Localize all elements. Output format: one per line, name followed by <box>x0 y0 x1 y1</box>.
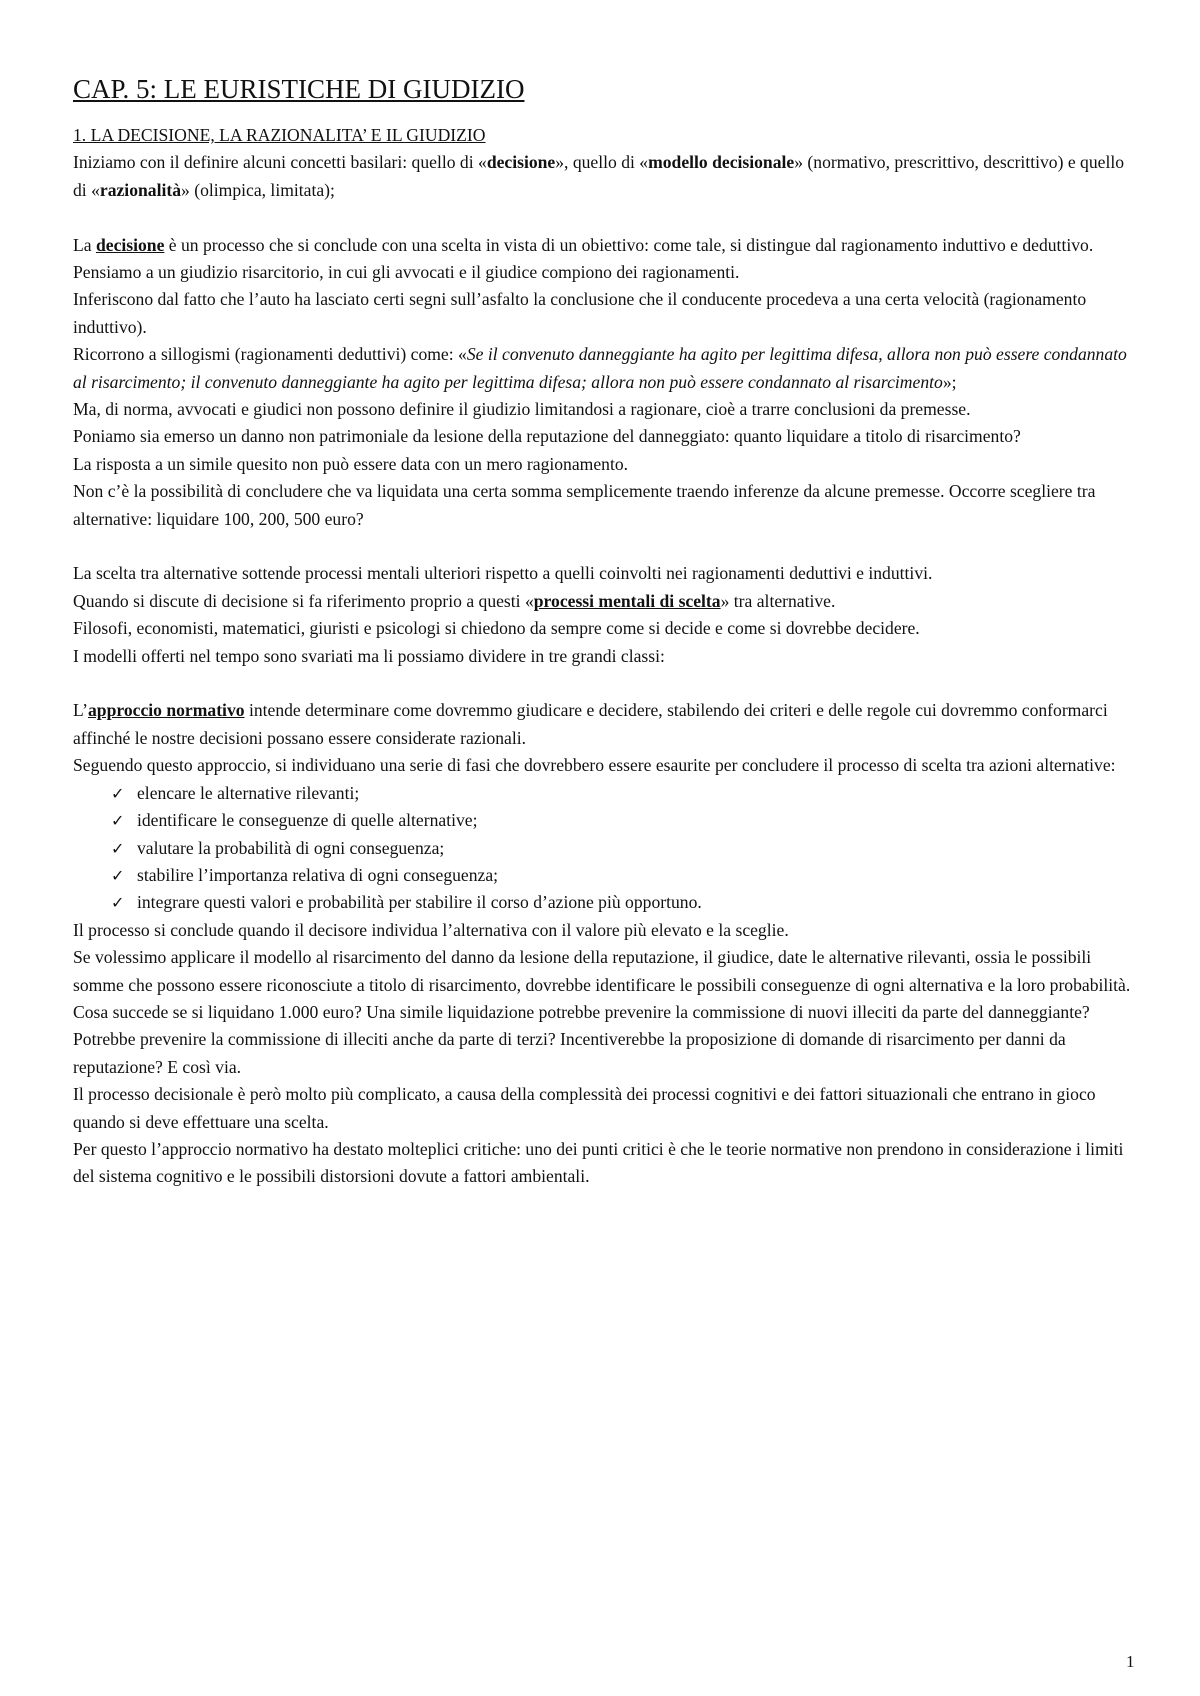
list-item <box>111 889 1133 916</box>
term-processi-mentali: processi mentali di scelta <box>533 590 721 611</box>
list-item-text: valutare la probabilità di ogni conseguenza; <box>137 837 445 858</box>
text: »; <box>942 371 957 392</box>
term-modello-decisionale: modello decisionale <box>648 152 795 173</box>
paragraph-cosa: Cosa succede se si liquidano 1.000 euro? Una simile liquidazione potrebbe prevenire la commissione di nuovi illeciti da parte del danneggiante? Potrebbe prevenire la commissione di illeciti anche da parte di terzi? Incentiverebbe la proposizione di domande di risarcimento per danni da reputazione? E così via. <box>73 1001 1090 1077</box>
paragraph-decisionale: Il processo decisionale è però molto più complicato, a causa della complessità dei processi cognitivi e dei fattori situazionali che entrano in gioco quando si deve effettuare una scelta. <box>73 1084 1096 1132</box>
paragraph-quando <box>73 588 1133 615</box>
list-item-text: integrare questi valori e probabilità per stabilire il corso d’azione più opportuno. <box>137 892 702 913</box>
paragraph-poniamo: Poniamo sia emerso un danno non patrimoniale da lesione della reputazione del danneggiato: quanto liquidare a titolo di risarcimento? <box>73 426 1021 447</box>
checkmark-icon: ✓ <box>111 783 125 803</box>
list-item <box>111 835 1133 862</box>
text: intende determinare come dovremmo giudicare e decidere, stabilendo dei criteri e delle regole cui dovremmo conformarci affinché le nostre decisioni possano essere considerate razionali. <box>73 700 1108 748</box>
text: Quando si discute di decisione si fa riferimento proprio a questi « <box>73 590 534 611</box>
list-item-text: identificare le conseguenze di quelle alternative; <box>137 810 478 831</box>
checkmark-icon: ✓ <box>111 893 125 913</box>
list-item-text: stabilire l’importanza relativa di ogni conseguenza; <box>137 864 499 885</box>
paragraph-approccio <box>73 697 1133 752</box>
term-decisione: decisione <box>486 152 556 173</box>
section-heading: 1. LA DECISIONE, LA RAZIONALITA’ E IL GIUDIZIO <box>73 125 486 145</box>
checkmark-icon: ✓ <box>111 811 125 831</box>
document-body <box>73 72 1133 1191</box>
list-item-text: elencare le alternative rilevanti; <box>137 782 360 803</box>
text: Iniziamo con il definire alcuni concetti basilari: quello di « <box>73 152 487 173</box>
term-decisione-underlined: decisione <box>95 234 165 255</box>
checkmark-icon: ✓ <box>111 838 125 858</box>
paragraph-gap <box>73 204 1133 231</box>
text: » tra alternative. <box>720 590 836 611</box>
list-item <box>111 780 1133 807</box>
text: Ricorrono a sillogismi (ragionamenti deduttivi) come: « <box>73 344 467 365</box>
text: » (olimpica, limitata); <box>181 179 335 200</box>
text: » (normativo, prescrittivo, descrittivo) e quello di « <box>73 152 1125 200</box>
paragraph-scelta: La scelta tra alternative sottende processi mentali ulteriori rispetto a quelli coinvolti nei ragionamenti deduttivi e induttivi. <box>73 563 933 584</box>
text: La <box>73 234 96 255</box>
paragraph-gap <box>73 670 1133 697</box>
paragraph-ma: Ma, di norma, avvocati e giudici non possono definire il giudizio limitandosi a ragionare, cioè a trarre conclusioni da premesse. <box>73 399 971 420</box>
paragraph-perquesto: Per questo l’approccio normativo ha destato molteplici critiche: uno dei punti critici è che le teorie normative non prendono in considerazione i limiti del sistema cognitivo e le possibili distorsioni dovute a fattori ambientali. <box>73 1138 1124 1187</box>
paragraph-nonce: Non c’è la possibilità di concludere che va liquidata una certa somma semplicemente traendo inferenze da alcune premesse. Occorre scegliere tra alternative: liquidare 100, 200, 500 euro? <box>73 481 1096 529</box>
text: L’ <box>73 700 88 721</box>
paragraph-decisione <box>73 232 1133 259</box>
paragraph-sevolessimo: Se volessimo applicare il modello al risarcimento del danno da lesione della reputazione, il giudice, date le alternative rilevanti, ossia le possibili somme che possono essere riconosciute a titolo di risarcimento, dovrebbe identificare le possibili conseguenze di ogni alternativa e la loro probabilità. <box>73 947 1131 995</box>
paragraph-risposta: La risposta a un simile quesito non può essere data con un mero ragionamento. <box>73 453 629 474</box>
page-number: 1 <box>1126 1652 1135 1671</box>
term-razionalita: razionalità <box>99 179 182 200</box>
text: », quello di « <box>555 152 649 173</box>
paragraph-gap <box>73 533 1133 560</box>
chapter-title: CAP. 5: LE EURISTICHE DI GIUDIZIO <box>73 74 525 104</box>
syllogism-quote: Se il convenuto danneggiante ha agito per legittima difesa, allora non può essere condannato al risarcimento; il convenuto danneggiante ha agito per legittima difesa; allora non può essere condannato al risarcimento <box>73 344 1127 392</box>
list-item <box>111 807 1133 834</box>
paragraph-processo: Il processo si conclude quando il decisore individua l’alternativa con il valore più elevato e la sceglie. <box>73 919 789 940</box>
paragraph-filosofi: Filosofi, economisti, matematici, giuristi e psicologi si chiedono da sempre come si decide e come si dovrebbe decidere. <box>73 618 920 639</box>
paragraph-ricorrono <box>73 341 1133 396</box>
paragraph-seguendo: Seguendo questo approccio, si individuano una serie di fasi che dovrebbero essere esaurite per concludere il processo di scelta tra azioni alternative: <box>73 755 1116 776</box>
paragraph-inferiscono: Inferiscono dal fatto che l’auto ha lasciato certi segni sull’asfalto la conclusione che il conducente procedeva a una certa velocità (ragionamento induttivo). <box>73 289 1087 337</box>
list-item <box>111 862 1133 889</box>
steps-checklist <box>73 780 1133 917</box>
term-approccio-normativo: approccio normativo <box>88 700 245 721</box>
intro-paragraph <box>73 149 1133 204</box>
checkmark-icon: ✓ <box>111 865 125 885</box>
paragraph-pensiamo: Pensiamo a un giudizio risarcitorio, in cui gli avvocati e il giudice compiono dei ragionamenti. <box>73 262 740 283</box>
paragraph-modelli: I modelli offerti nel tempo sono svariati ma li possiamo dividere in tre grandi classi: <box>73 645 665 666</box>
text: è un processo che si conclude con una scelta in vista di un obiettivo: come tale, si distingue dal ragionamento induttivo e deduttivo. <box>164 234 1094 255</box>
